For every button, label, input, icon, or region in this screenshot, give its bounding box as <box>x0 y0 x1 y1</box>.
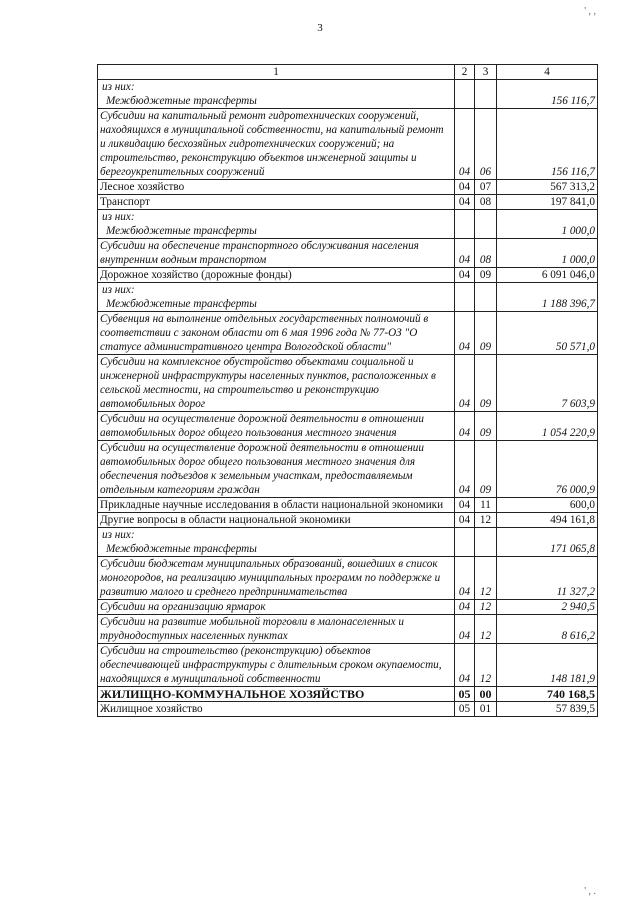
amount-cell: 494 161,8 <box>497 513 598 528</box>
table-row <box>98 513 598 528</box>
section-code: 04 <box>455 557 475 600</box>
section-code: 04 <box>455 180 475 195</box>
subsection-code: 12 <box>475 557 497 600</box>
header-col-4: 4 <box>497 65 598 80</box>
budget-table <box>97 64 598 717</box>
subsection-code <box>475 528 497 557</box>
mbt-label: Межбюджетные трансферты <box>106 225 257 237</box>
section-code: 04 <box>455 312 475 355</box>
subtotal-row <box>98 80 598 109</box>
amount-cell: 76 000,9 <box>497 441 598 498</box>
table-row <box>98 557 598 600</box>
subsection-code: 12 <box>475 644 497 687</box>
table-row <box>98 239 598 268</box>
row-description: Транспорт <box>98 195 455 210</box>
subsection-code <box>475 80 497 109</box>
table-body <box>98 80 598 717</box>
table-row <box>98 441 598 498</box>
section-code: 04 <box>455 412 475 441</box>
iz-nih-label: из них: <box>102 81 135 93</box>
mbt-label: Межбюджетные трансферты <box>106 543 257 555</box>
mbt-label: Межбюджетные трансферты <box>106 298 257 310</box>
amount-cell: 740 168,5 <box>497 687 598 702</box>
row-description: Субсидии на развитие мобильной торговли в малонаселенных и труднодоступных населенных пунктах <box>98 615 455 644</box>
row-description: Субсидии на строительство (реконструкцию) объектов обеспечивающей инфраструктуры с длительным сроком окупаемости, находящихся в муниципальной собственности <box>98 644 455 687</box>
subtotal-row <box>98 283 598 312</box>
section-code: 04 <box>455 195 475 210</box>
header-col-3: 3 <box>475 65 497 80</box>
amount-cell: 156 116,7 <box>497 80 598 109</box>
subsection-code <box>475 210 497 239</box>
header-col-1: 1 <box>98 65 455 80</box>
subtotal-label-cell <box>98 80 455 109</box>
subtotal-label-cell <box>98 210 455 239</box>
amount-cell: 148 181,9 <box>497 644 598 687</box>
subsection-code: 08 <box>475 239 497 268</box>
amount-cell: 8 616,2 <box>497 615 598 644</box>
amount-cell: 1 188 396,7 <box>497 283 598 312</box>
amount-cell: 2 940,5 <box>497 600 598 615</box>
subsection-code: 08 <box>475 195 497 210</box>
section-code: 04 <box>455 498 475 513</box>
subtotal-row <box>98 210 598 239</box>
amount-cell: 567 313,2 <box>497 180 598 195</box>
section-code: 04 <box>455 109 475 180</box>
section-code <box>455 283 475 312</box>
amount-cell: 11 327,2 <box>497 557 598 600</box>
scan-mark-bottom: ' , . <box>584 886 596 897</box>
table-row <box>98 702 598 717</box>
section-code <box>455 528 475 557</box>
subsection-code: 09 <box>475 355 497 412</box>
section-code: 04 <box>455 268 475 283</box>
subsection-code: 09 <box>475 268 497 283</box>
amount-cell: 197 841,0 <box>497 195 598 210</box>
table-row <box>98 615 598 644</box>
iz-nih-label: из них: <box>102 529 135 541</box>
row-description: ЖИЛИЩНО-КОММУНАЛЬНОЕ ХОЗЯЙСТВО <box>98 687 455 702</box>
row-description: Лесное хозяйство <box>98 180 455 195</box>
section-code: 05 <box>455 702 475 717</box>
table-row <box>98 195 598 210</box>
section-code: 04 <box>455 355 475 412</box>
row-description: Жилищное хозяйство <box>98 702 455 717</box>
section-code: 04 <box>455 600 475 615</box>
row-description: Субсидии на капитальный ремонт гидротехнических сооружений, находящихся в муниципальной собственности, на капитальный ремонт и ликвидацию бесхозяйных гидротехнических сооружений; на строительство, реконструкцию объектов инженерной защиты и берегоукрепительных сооружений <box>98 109 455 180</box>
subsection-code: 11 <box>475 498 497 513</box>
subsection-code: 12 <box>475 600 497 615</box>
section-code: 04 <box>455 239 475 268</box>
subsection-code: 01 <box>475 702 497 717</box>
subsection-code: 09 <box>475 412 497 441</box>
amount-cell: 156 116,7 <box>497 109 598 180</box>
amount-cell: 600,0 <box>497 498 598 513</box>
section-code <box>455 80 475 109</box>
row-description: Другие вопросы в области национальной экономики <box>98 513 455 528</box>
table-row <box>98 312 598 355</box>
table-row <box>98 600 598 615</box>
table-row <box>98 644 598 687</box>
iz-nih-label: из них: <box>102 211 135 223</box>
amount-cell: 171 065,8 <box>497 528 598 557</box>
page-number: 3 <box>317 22 323 34</box>
amount-cell: 50 571,0 <box>497 312 598 355</box>
subsection-code: 09 <box>475 312 497 355</box>
iz-nih-label: из них: <box>102 284 135 296</box>
row-description: Субсидии на осуществление дорожной деятельности в отношении автомобильных дорог общего пользования местного значения для обеспечения подъездов к земельным участкам, предоставляемым отдельным категориям граждан <box>98 441 455 498</box>
amount-cell: 1 000,0 <box>497 239 598 268</box>
section-code: 04 <box>455 644 475 687</box>
row-description: Субсидии на организацию ярмарок <box>98 600 455 615</box>
subsection-code: 07 <box>475 180 497 195</box>
row-description: Дорожное хозяйство (дорожные фонды) <box>98 268 455 283</box>
amount-cell: 57 839,5 <box>497 702 598 717</box>
section-code: 05 <box>455 687 475 702</box>
row-description: Прикладные научные исследования в области национальной экономики <box>98 498 455 513</box>
amount-cell: 1 054 220,9 <box>497 412 598 441</box>
row-description: Субсидии на осуществление дорожной деятельности в отношении автомобильных дорог общего пользования местного значения <box>98 412 455 441</box>
subsection-code: 06 <box>475 109 497 180</box>
subsection-code: 12 <box>475 615 497 644</box>
row-description: Субсидии бюджетам муниципальных образований, вошедших в список моногородов, на реализацию муниципальных программ по поддержке и развитию малого и среднего предпринимательства <box>98 557 455 600</box>
row-description: Субсидии на комплексное обустройство объектами социальной и инженерной инфраструктуры населенных пунктов, расположенных в сельской местности, на строительство и реконструкцию автомобильных дорог <box>98 355 455 412</box>
section-code: 04 <box>455 441 475 498</box>
table-row <box>98 268 598 283</box>
table-row <box>98 355 598 412</box>
subtotal-label-cell <box>98 283 455 312</box>
section-code <box>455 210 475 239</box>
table-row <box>98 498 598 513</box>
row-description: Субсидии на обеспечение транспортного обслуживания населения внутренним водным транспортом <box>98 239 455 268</box>
subsection-code: 12 <box>475 513 497 528</box>
scan-mark-top: ' , , <box>584 6 596 17</box>
table-row <box>98 109 598 180</box>
section-code: 04 <box>455 615 475 644</box>
table-row <box>98 687 598 702</box>
table-row <box>98 180 598 195</box>
amount-cell: 1 000,0 <box>497 210 598 239</box>
subtotal-label-cell <box>98 528 455 557</box>
amount-cell: 6 091 046,0 <box>497 268 598 283</box>
subsection-code: 00 <box>475 687 497 702</box>
table-row <box>98 412 598 441</box>
header-col-2: 2 <box>455 65 475 80</box>
subsection-code <box>475 283 497 312</box>
table-header-row <box>98 65 598 80</box>
mbt-label: Межбюджетные трансферты <box>106 95 257 107</box>
section-code: 04 <box>455 513 475 528</box>
subsection-code: 09 <box>475 441 497 498</box>
subtotal-row <box>98 528 598 557</box>
row-description: Субвенция на выполнение отдельных государственных полномочий в соответствии с законом области от 6 мая 1996 года № 77-ОЗ "О статусе административного центра Вологодской области" <box>98 312 455 355</box>
amount-cell: 7 603,9 <box>497 355 598 412</box>
